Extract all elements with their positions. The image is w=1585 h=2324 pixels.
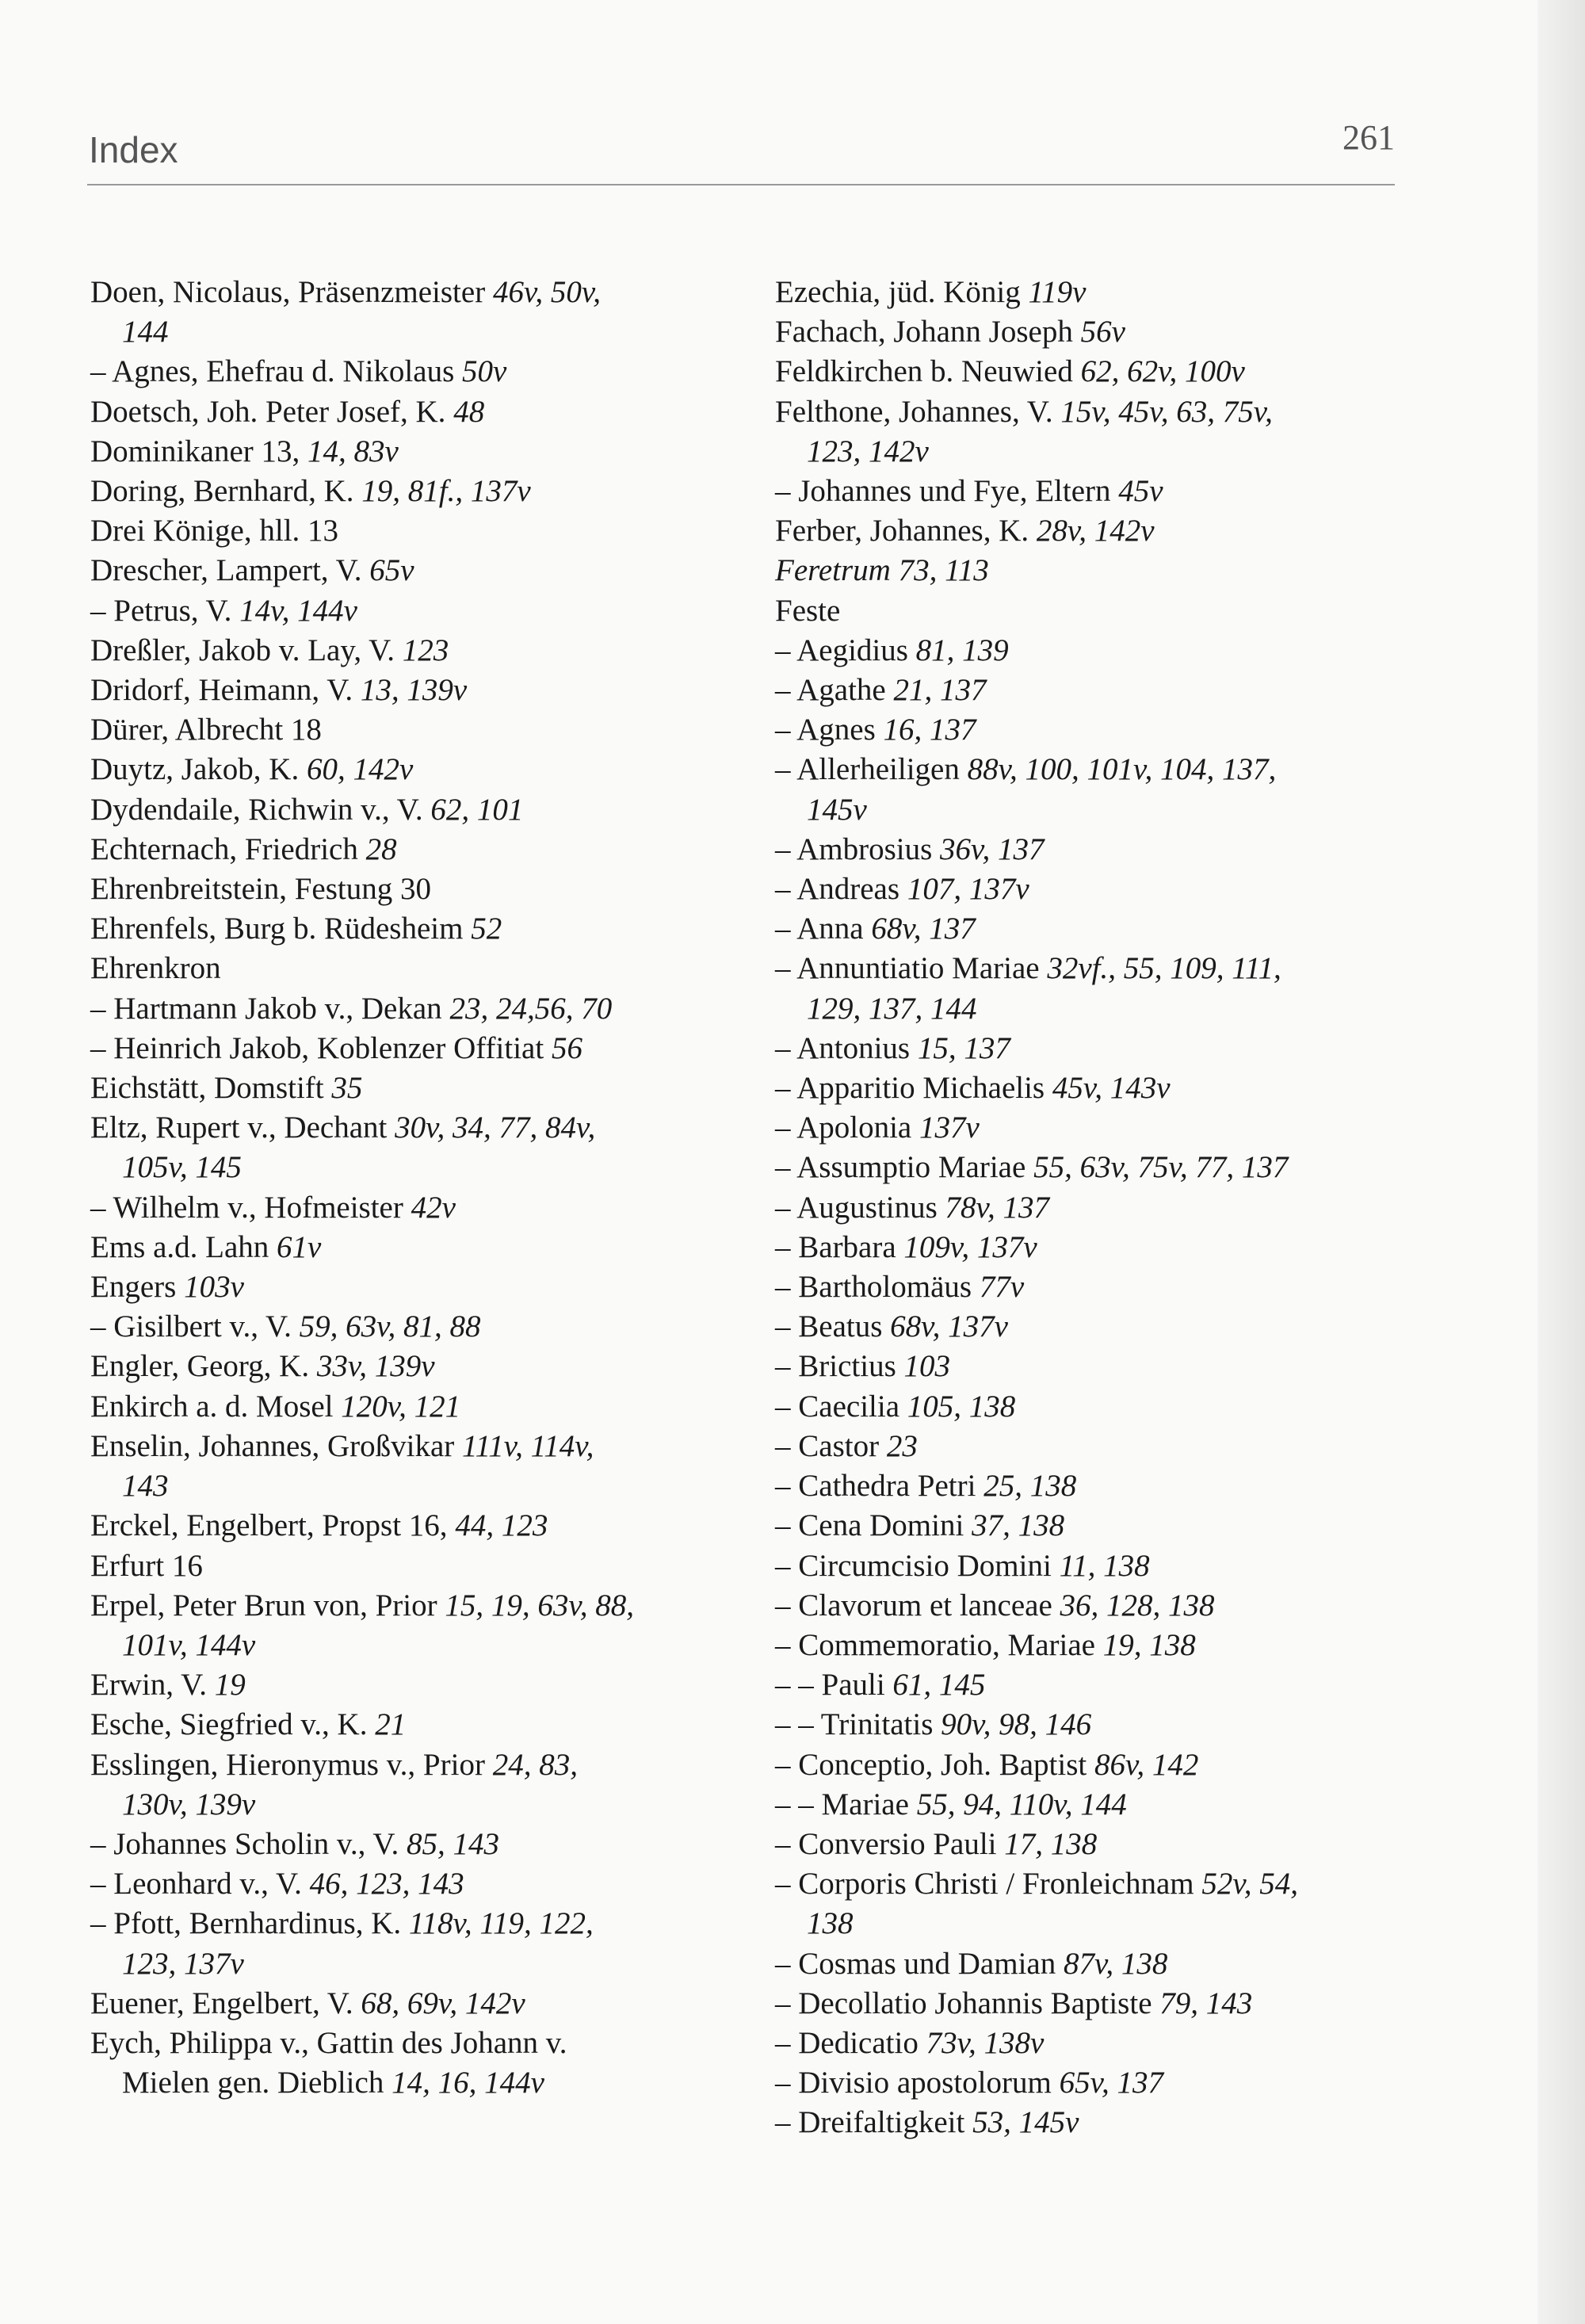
entry-pages: 68v, 137v <box>890 1309 1008 1344</box>
entry-pages: 52v, 54, <box>1201 1867 1299 1902</box>
entry-pages: 15v, 45v, 63, 75v, <box>1060 394 1273 429</box>
index-entry <box>90 1785 724 1825</box>
index-entry <box>775 472 1409 511</box>
entry-term: Eych, Philippa v., Gattin des Johann v. <box>90 2025 567 2060</box>
index-entry <box>775 2024 1409 2063</box>
entry-pages: 123 <box>402 633 449 667</box>
entry-term: Drei Könige, hll. 13 <box>90 514 339 549</box>
entry-term: – Assumptio Mariae <box>775 1150 1034 1185</box>
index-entry <box>90 671 724 710</box>
index-entry <box>775 591 1409 631</box>
entry-term: – Cena Domini <box>775 1508 972 1543</box>
index-entry <box>90 1188 724 1228</box>
entry-pages: 79, 143 <box>1159 1986 1253 2020</box>
entry-pages: 36v, 137 <box>940 831 1045 866</box>
entry-term: – Cathedra Petri <box>775 1469 984 1504</box>
entry-term: Dydendaile, Richwin v., V. <box>90 792 431 827</box>
entry-term: – Wilhelm v., Hofmeister <box>90 1190 411 1225</box>
entry-pages: 143 <box>122 1469 169 1504</box>
index-entry <box>90 1705 724 1745</box>
index-entry <box>90 312 724 352</box>
entry-pages: 73v, 138v <box>926 2025 1045 2060</box>
entry-pages: 33v, 139v <box>316 1349 435 1384</box>
entry-term: – – Pauli <box>775 1668 893 1703</box>
entry-pages: 23 <box>886 1428 918 1463</box>
index-entry <box>90 1108 724 1148</box>
index-entry <box>775 1944 1409 1984</box>
index-entry <box>90 1029 724 1068</box>
entry-pages: 65v, 137 <box>1059 2066 1164 2100</box>
index-entry <box>775 511 1409 551</box>
index-entry <box>775 1148 1409 1187</box>
entry-term: Doetsch, Joh. Peter Josef, K. <box>90 394 454 429</box>
index-entry <box>90 750 724 789</box>
index-entry <box>90 989 724 1029</box>
entry-term: – Johannes und Fye, Eltern <box>775 474 1119 509</box>
entry-pages: 13, 139v <box>360 673 468 708</box>
index-entry <box>90 1387 724 1427</box>
entry-term: – Agathe <box>775 673 894 708</box>
entry-term: Eichstätt, Domstift <box>90 1071 332 1106</box>
running-header-title: Index <box>89 129 178 170</box>
entry-pages: 32vf., 55, 109, 111, <box>1047 951 1281 986</box>
entry-term: – Allerheiligen <box>775 752 968 787</box>
entry-pages: 19, 81f., 137v <box>361 474 531 509</box>
entry-term: Dürer, Albrecht 18 <box>90 713 322 747</box>
index-entry <box>775 1745 1409 1785</box>
index-entry <box>90 1546 724 1586</box>
entry-pages: 101v, 144v <box>122 1627 256 1662</box>
index-entry <box>775 631 1409 671</box>
entry-term: – Ambrosius <box>775 831 941 866</box>
entry-pages: 123, 137v <box>122 1946 244 1981</box>
entry-term: – Antonius <box>775 1030 918 1065</box>
index-entry <box>775 551 1409 591</box>
entry-term: Ehrenbreitstein, Festung 30 <box>90 872 432 907</box>
index-entry <box>775 432 1409 472</box>
entry-term: – Agnes, Ehefrau d. Nikolaus <box>90 354 462 389</box>
index-entry <box>775 2103 1409 2142</box>
entry-term: – Hartmann Jakob v., Dekan <box>90 991 450 1026</box>
index-entry <box>90 1228 724 1267</box>
index-entry <box>775 750 1409 789</box>
entry-pages: 56v <box>1080 315 1125 350</box>
entry-pages: 88v, 100, 101v, 104, 137, <box>967 752 1277 787</box>
entry-term: Enselin, Johannes, Großvikar <box>90 1428 462 1463</box>
entry-term: Engler, Georg, K. <box>90 1349 317 1384</box>
entry-term: Erwin, V. <box>90 1668 215 1703</box>
entry-term: – Barbara <box>775 1229 904 1264</box>
entry-term: – Dreifaltigkeit <box>775 2105 973 2140</box>
entry-pages: 90v, 98, 146 <box>941 1707 1092 1742</box>
entry-term: – Andreas <box>775 872 907 907</box>
index-entry <box>90 1466 724 1506</box>
entry-term: – Apolonia <box>775 1110 919 1145</box>
entry-term: Ezechia, jüd. König <box>775 275 1029 309</box>
entry-pages: 28 <box>365 831 397 866</box>
entry-term: Echternach, Friedrich <box>90 831 366 866</box>
index-entry <box>90 472 724 511</box>
entry-pages: 56 <box>551 1030 582 1065</box>
index-entry <box>775 1984 1409 2024</box>
entry-term: – Heinrich Jakob, Koblenzer Offitiat <box>90 1030 552 1065</box>
index-entry <box>775 949 1409 988</box>
index-entry <box>90 631 724 671</box>
entry-term: – Circumcisio Domini <box>775 1548 1060 1583</box>
entry-term: – Pfott, Bernhardinus, K. <box>90 1906 409 1941</box>
index-entry <box>775 870 1409 909</box>
index-entry <box>90 1626 724 1665</box>
entry-term: Dreßler, Jakob v. Lay, V. <box>90 633 403 667</box>
entry-term: – Dedicatio <box>775 2025 926 2060</box>
index-entry <box>775 2063 1409 2103</box>
entry-pages: 21, 137 <box>893 673 987 708</box>
index-entry <box>775 909 1409 949</box>
entry-term: – Decollatio Johannis Baptiste <box>775 1986 1160 2020</box>
entry-pages: 87v, 138 <box>1063 1946 1168 1981</box>
index-entry <box>90 392 724 432</box>
entry-term: Dridorf, Heimann, V. <box>90 673 361 708</box>
entry-pages: 68v, 137 <box>871 912 976 946</box>
index-entry <box>90 1825 724 1864</box>
index-entry <box>775 830 1409 870</box>
index-entry <box>90 1864 724 1904</box>
entry-pages: 46, 123, 143 <box>309 1867 464 1902</box>
page-number: 261 <box>1342 118 1395 157</box>
index-entry <box>90 1068 724 1108</box>
index-entry <box>775 1586 1409 1626</box>
entry-pages: 30v, 34, 77, 84v, <box>395 1110 596 1145</box>
entry-term: – Beatus <box>775 1309 891 1344</box>
index-entry <box>90 830 724 870</box>
index-entry <box>90 1984 724 2024</box>
index-entry <box>775 1705 1409 1745</box>
entry-pages: 103 <box>903 1349 950 1384</box>
index-entry <box>775 392 1409 432</box>
entry-pages: 35 <box>331 1071 363 1106</box>
entry-term: – Cosmas und Damian <box>775 1946 1064 1981</box>
index-entry <box>775 1188 1409 1228</box>
entry-term: – Conversio Pauli <box>775 1826 1005 1861</box>
index-entry <box>775 312 1409 352</box>
entry-term: Erckel, Engelbert, Propst 16, <box>90 1508 456 1543</box>
entry-pages: 55, 94, 110v, 144 <box>916 1787 1127 1821</box>
entry-term: Engers <box>90 1270 185 1305</box>
page-edge-shadow <box>1537 0 1585 2324</box>
index-entry <box>90 870 724 909</box>
entry-term: – Aegidius <box>775 633 916 667</box>
header-divider <box>87 184 1395 185</box>
index-entry <box>90 1347 724 1386</box>
entry-pages: 85, 143 <box>407 1826 500 1861</box>
entry-pages: 17, 138 <box>1004 1826 1098 1861</box>
entry-pages: 107, 137v <box>907 872 1029 907</box>
index-entry <box>90 273 724 312</box>
entry-term: Enkirch a. d. Mosel <box>90 1389 342 1424</box>
index-entry <box>90 1427 724 1466</box>
index-entry <box>775 1029 1409 1068</box>
entry-pages: 37, 138 <box>972 1508 1065 1543</box>
index-entry <box>90 1904 724 1944</box>
index-entry <box>775 1864 1409 1904</box>
index-entry <box>90 591 724 631</box>
entry-pages: 50v <box>462 354 507 389</box>
entry-term: Erpel, Peter Brun von, Prior <box>90 1588 445 1623</box>
entry-pages: 60, 142v <box>306 752 414 787</box>
entry-pages: 62, 62v, 100v <box>1080 354 1245 389</box>
entry-pages: 137v <box>919 1110 980 1145</box>
entry-term: – Divisio apostolorum <box>775 2066 1060 2100</box>
index-entry <box>90 1665 724 1705</box>
entry-term: Doring, Bernhard, K. <box>90 474 362 509</box>
entry-pages: 77v <box>979 1270 1025 1305</box>
index-entry <box>775 1267 1409 1307</box>
index-entry <box>90 1944 724 1984</box>
index-entry <box>90 352 724 392</box>
entry-term: – Bartholomäus <box>775 1270 980 1305</box>
entry-pages: 19, 138 <box>1102 1627 1196 1662</box>
entry-term: – – Trinitatis <box>775 1707 941 1742</box>
entry-term: – Anna <box>775 912 872 946</box>
entry-pages: 65v <box>369 553 414 588</box>
entry-pages: 105, 138 <box>907 1389 1016 1424</box>
entry-pages: 15, 19, 63v, 88, <box>445 1588 635 1623</box>
index-entry <box>775 1626 1409 1665</box>
entry-pages: 123, 142v <box>807 434 929 468</box>
index-entry <box>775 671 1409 710</box>
entry-term: Euener, Engelbert, V. <box>90 1986 361 2020</box>
entry-term: – Leonhard v., V. <box>90 1867 310 1902</box>
index-entry <box>775 1307 1409 1347</box>
entry-pages: 55, 63v, 75v, 77, 137 <box>1033 1150 1289 1185</box>
entry-pages: 36, 128, 138 <box>1060 1588 1215 1623</box>
index-entry <box>775 1466 1409 1506</box>
index-entry <box>775 1825 1409 1864</box>
index-entry <box>775 1904 1409 1944</box>
entry-pages: 45v, 143v <box>1052 1071 1171 1106</box>
entry-pages: Feretrum 73, 113 <box>775 553 989 588</box>
entry-pages: 119v <box>1028 275 1087 309</box>
index-entry <box>775 352 1409 392</box>
entry-term: Doen, Nicolaus, Präsenzmeister <box>90 275 493 309</box>
entry-term: – – Mariae <box>775 1787 917 1821</box>
entry-term: – Augustinus <box>775 1190 945 1225</box>
entry-pages: 52 <box>471 912 502 946</box>
entry-pages: 144 <box>122 315 169 350</box>
entry-term: – Castor <box>775 1428 887 1463</box>
index-entry <box>775 1427 1409 1466</box>
index-entry <box>90 2024 724 2063</box>
entry-term: Duytz, Jakob, K. <box>90 752 307 787</box>
index-entry <box>775 1665 1409 1705</box>
index-entry <box>90 1745 724 1785</box>
index-entry <box>775 1546 1409 1586</box>
entry-term: – Commemoratio, Mariae <box>775 1627 1103 1662</box>
index-entry <box>775 1387 1409 1427</box>
entry-term: – Caecilia <box>775 1389 907 1424</box>
entry-pages: 105v, 145 <box>122 1150 242 1185</box>
entry-pages: 14, 83v <box>307 434 399 468</box>
entry-term: Esche, Siegfried v., K. <box>90 1707 376 1742</box>
entry-pages: 11, 138 <box>1059 1548 1150 1583</box>
index-column-left <box>90 273 724 2103</box>
entry-pages: 48 <box>453 394 485 429</box>
index-entry <box>775 1068 1409 1108</box>
entry-term: Ehrenkron <box>90 951 221 986</box>
entry-term: – Corporis Christi / Fronleichnam <box>775 1867 1202 1902</box>
index-entry <box>775 989 1409 1029</box>
index-entry <box>775 1785 1409 1825</box>
entry-term: Ehrenfels, Burg b. Rüdesheim <box>90 912 472 946</box>
index-entry <box>90 511 724 551</box>
entry-pages: 138 <box>807 1906 854 1941</box>
entry-term: Feldkirchen b. Neuwied <box>775 354 1081 389</box>
entry-term: – Gisilbert v., V. <box>90 1309 300 1344</box>
index-entry <box>90 790 724 830</box>
index-entry <box>90 909 724 949</box>
entry-pages: 25, 138 <box>983 1469 1077 1504</box>
index-entry <box>90 1307 724 1347</box>
index-entry <box>90 949 724 988</box>
entry-pages: 44, 123 <box>455 1508 548 1543</box>
entry-pages: 86v, 142 <box>1094 1747 1199 1782</box>
index-entry <box>90 710 724 750</box>
index-entry <box>90 2063 724 2103</box>
entry-term: – Conceptio, Joh. Baptist <box>775 1747 1094 1782</box>
entry-term: – Brictius <box>775 1349 904 1384</box>
entry-term: – Johannes Scholin v., V. <box>90 1826 407 1861</box>
entry-pages: 81, 139 <box>915 633 1009 667</box>
entry-term: Drescher, Lampert, V. <box>90 553 370 588</box>
entry-term: Ferber, Johannes, K. <box>775 514 1037 549</box>
entry-term: Dominikaner 13, <box>90 434 308 468</box>
index-entry <box>775 1228 1409 1267</box>
entry-pages: 45v <box>1118 474 1163 509</box>
entry-pages: 61, 145 <box>892 1668 986 1703</box>
entry-pages: 14, 16, 144v <box>391 2066 544 2100</box>
entry-pages: 111v, 114v, <box>462 1428 594 1463</box>
entry-pages: 78v, 137 <box>945 1190 1049 1225</box>
entry-pages: 16, 137 <box>883 713 976 747</box>
entry-term: Eltz, Rupert v., Dechant <box>90 1110 395 1145</box>
entry-pages: 62, 101 <box>430 792 524 827</box>
index-entry <box>775 1347 1409 1386</box>
entry-pages: 120v, 121 <box>341 1389 461 1424</box>
entry-pages: 130v, 139v <box>122 1787 256 1821</box>
entry-term: Erfurt 16 <box>90 1548 203 1583</box>
entry-pages: 129, 137, 144 <box>807 991 977 1026</box>
entry-term: Esslingen, Hieronymus v., Prior <box>90 1747 493 1782</box>
entry-pages: 46v, 50v, <box>492 275 602 309</box>
index-entry <box>775 1108 1409 1148</box>
index-entry <box>90 1506 724 1546</box>
entry-pages: 68, 69v, 142v <box>361 1986 525 2020</box>
entry-pages: 14v, 144v <box>239 593 357 628</box>
index-entry <box>775 1506 1409 1546</box>
index-entry <box>90 432 724 472</box>
index-entry <box>775 710 1409 750</box>
entry-pages: 103v <box>184 1270 244 1305</box>
entry-pages: 23, 24,56, 70 <box>449 991 613 1026</box>
entry-pages: 28v, 142v <box>1036 514 1155 549</box>
index-entry <box>775 273 1409 312</box>
entry-pages: 19 <box>214 1668 246 1703</box>
index-entry <box>775 790 1409 830</box>
entry-term: – Annuntiatio Mariae <box>775 951 1048 986</box>
entry-pages: 61v <box>277 1229 322 1264</box>
entry-term: Ems a.d. Lahn <box>90 1229 277 1264</box>
entry-pages: 53, 145v <box>972 2105 1079 2140</box>
entry-pages: 109v, 137v <box>903 1229 1037 1264</box>
entry-term: – Apparitio Michaelis <box>775 1071 1052 1106</box>
index-entry <box>90 1148 724 1187</box>
entry-term: Fachach, Johann Joseph <box>775 315 1081 350</box>
entry-term: Mielen gen. Dieblich <box>122 2066 392 2100</box>
entry-pages: 21 <box>375 1707 407 1742</box>
entry-pages: 42v <box>411 1190 456 1225</box>
entry-pages: 15, 137 <box>917 1030 1010 1065</box>
index-entry <box>90 1267 724 1307</box>
entry-pages: 24, 83, <box>492 1747 578 1782</box>
index-entry <box>90 551 724 591</box>
index-column-right <box>775 273 1409 2143</box>
entry-term: – Agnes <box>775 713 884 747</box>
index-entry <box>90 1586 724 1626</box>
entry-term: Feste <box>775 593 841 628</box>
entry-term: – Petrus, V. <box>90 593 240 628</box>
entry-term: Felthone, Johannes, V. <box>775 394 1061 429</box>
entry-pages: 118v, 119, 122, <box>408 1906 594 1941</box>
entry-term: – Clavorum et lanceae <box>775 1588 1060 1623</box>
entry-pages: 145v <box>807 792 867 827</box>
entry-pages: 59, 63v, 81, 88 <box>299 1309 481 1344</box>
